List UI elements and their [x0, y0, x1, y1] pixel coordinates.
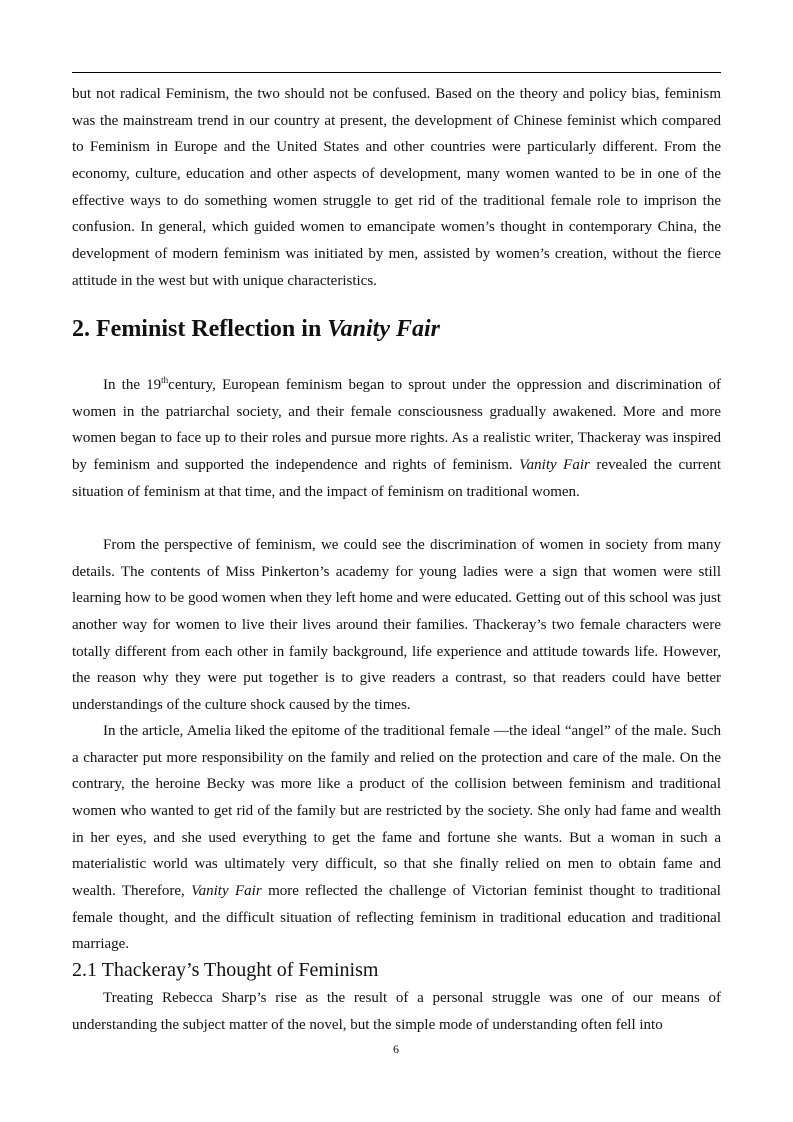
paragraph-text: century, European feminism began to sprout under the oppression and discrimination of women in the patriarchal society, and their female consciousness gradually awakened. More and more women began to face up to their roles and pursue more rights. As a realistic writer, Thackeray was inspired by feminism and supported the independence and rights of feminism. [72, 377, 721, 473]
paragraph-text: In the article, Amelia liked the epitome of the traditional female —the ideal “angel” of the male. Such a character put more responsibility on the family and relied on the protection and care of the male. On the contrary, the heroine Becky was more like a product of the collision between feminism and traditional women who wanted to get rid of the family but are restricted by the society. She only had fame and wealth in her eyes, and she used everything to get the fame and fortune she wants. But a woman in such a materialistic world was ultimately very difficult, so that she finally relied on men to obtain fame and wealth. Therefore, [72, 723, 721, 899]
paragraph-rebecca-sharp: Treating Rebecca Sharp’s rise as the result of a personal struggle was one of our means of understanding the subject matter of the novel, but the simple mode of understanding often fell into [72, 990, 721, 1033]
intro-paragraph: but not radical Feminism, the two should not be confused. Based on the theory and policy bias, feminism was the mainstream trend in our country at present, the development of Chinese feminist which compared to Feminism in Europe and the United States and other countries were particularly different. From the economy, culture, education and other aspects of development, many women wanted to be in one of the effective ways to do something women struggle to get rid of the traditional female role to imprison the confusion. In general, which guided women to emancipate women’s thought in contemporary China, the development of modern feminism was initiated by men, assisted by women’s creation, without the fierce attitude in the west but with unique characteristics. [72, 86, 721, 289]
superscript-th: th [161, 375, 169, 385]
paragraph-text: more reflected the challenge of Victorian feminist thought to traditional female thought, and the difficult situation of reflecting feminism in traditional education and traditional marriage. [72, 882, 721, 953]
section-heading-book-title: Vanity Fair [327, 316, 440, 342]
paragraph-19th-century [72, 372, 721, 505]
paragraph-amelia-becky [72, 718, 721, 958]
section-heading-text: 2. Feminist Reflection in [72, 316, 328, 342]
page-number: 6 [393, 1042, 399, 1056]
book-title: Vanity Fair [519, 456, 590, 473]
subsection-heading: 2.1 Thackeray’s Thought of Feminism [72, 959, 379, 981]
paragraph-text: revealed the current situation of feminism at that time, and the impact of feminism on traditional women. [72, 456, 721, 500]
paragraph-text: In the 19 [103, 377, 162, 393]
header-rule [72, 72, 721, 73]
book-title: Vanity Fair [191, 882, 262, 899]
paragraph-perspective: From the perspective of feminism, we could see the discrimination of women in society from many details. The contents of Miss Pinkerton’s academy for young ladies were a sign that women were still learning how to be good women when they left home and were educated. Getting out of this school was just another way for women to live their lives around their families. Thackeray’s two female characters were totally different from each other in family background, life experience and attitude towards life. However, the reason why they were put together is to give readers a contrast, so that readers could have better understandings of the culture shock caused by the times. [72, 537, 721, 713]
section-heading [72, 313, 440, 345]
